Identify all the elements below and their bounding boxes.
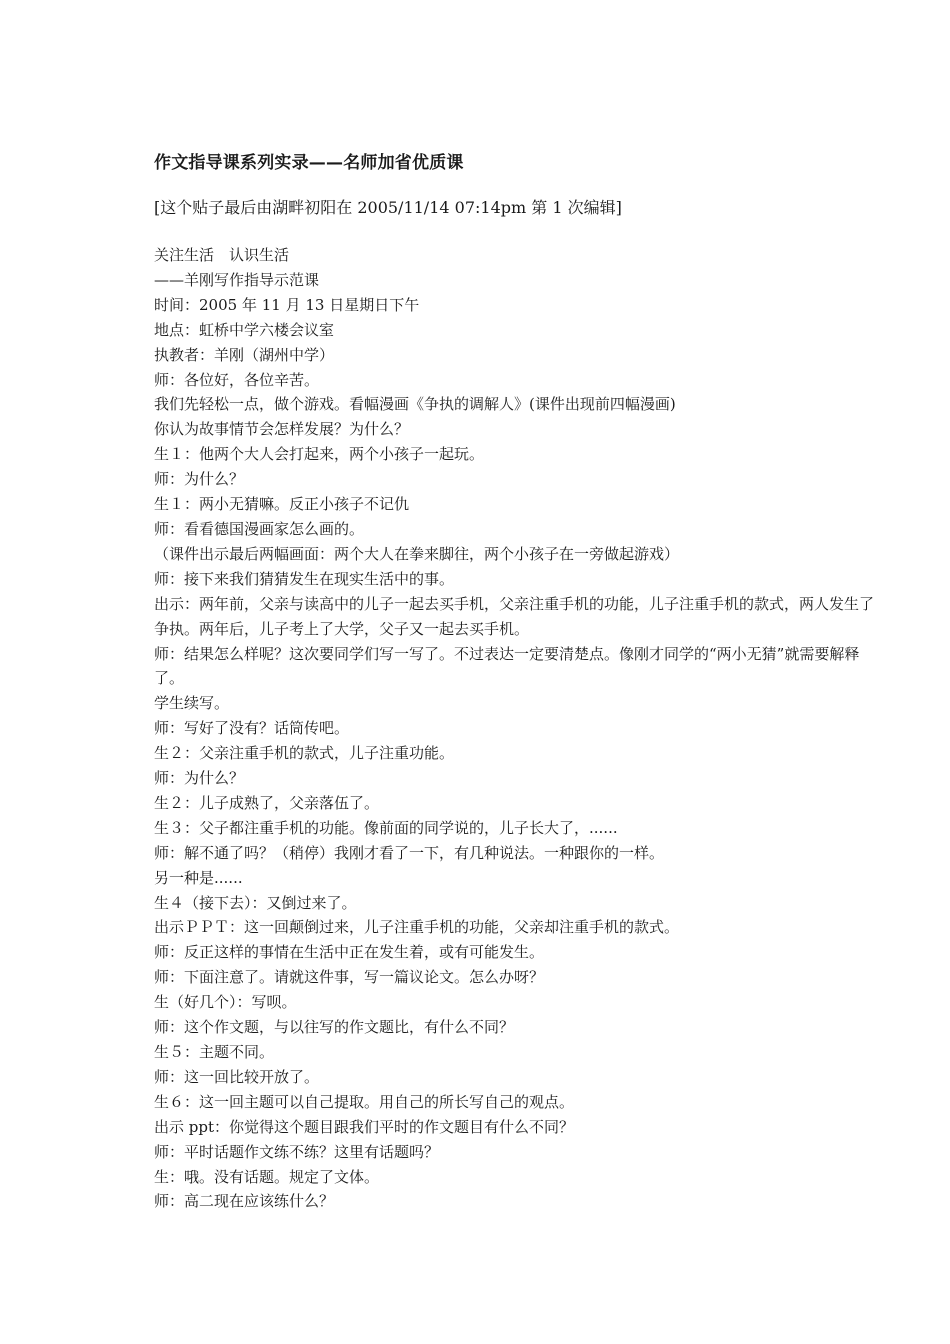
transcript-line: 生２：父亲注重手机的款式，儿子注重功能。: [154, 744, 455, 763]
transcript-line: 生１：两小无猜嘛。反正小孩子不记仇: [154, 495, 410, 514]
transcript-line: 地点：虹桥中学六楼会议室: [154, 320, 335, 339]
transcript-line: 生５：主题不同。: [154, 1043, 275, 1061]
transcript-line: 关注生活 认识生活: [154, 246, 290, 264]
transcript-line: 我们先轻松一点，做个游戏。看幅漫画《争执的调解人》(课件出现前四幅漫画): [154, 395, 676, 414]
transcript-line: 师：解不通了吗？（稍停）我刚才看了一下，有几种说法。一种跟你的一样。: [154, 843, 665, 862]
transcript-line: 师：为什么？: [154, 470, 245, 489]
transcript-line: 生３：父子都注重手机的功能。像前面的同学说的，儿子长大了，......: [154, 818, 618, 837]
transcript-line: （课件出示最后两幅画面：两个大人在拳来脚往，两个小孩子在一旁做起游戏）: [154, 544, 680, 563]
transcript-line: 师：反正这样的事情在生活中正在发生着，或有可能发生。: [154, 943, 545, 962]
transcript-line: 另一种是......: [154, 868, 243, 887]
transcript-line: 你认为故事情节会怎样发展？为什么？: [154, 420, 410, 439]
transcript-line: 生４（接下去）：又倒过来了。: [154, 893, 357, 912]
transcript-line: 师：结果怎么样呢？这次要同学们写一写了。不过表达一定要清楚点。像刚才同学的“两小无猜”就需要解释了。: [154, 644, 860, 688]
transcript-line: 时间：2005 年 11 月 13 日星期日下午: [154, 295, 420, 314]
transcript-line: 生１：他两个大人会打起来，两个小孩子一起玩。: [154, 445, 485, 464]
transcript-line: 师：看看德国漫画家怎么画的。: [154, 519, 365, 538]
transcript-body: [154, 243, 880, 1214]
transcript-line: 师：接下来我们猜猜发生在现实生活中的事。: [154, 569, 455, 588]
transcript-line: 师：各位好，各位辛苦。: [154, 370, 320, 389]
transcript-line: 师：这一回比较开放了。: [154, 1067, 320, 1086]
transcript-line: 师：下面注意了。请就这件事，写一篇议论文。怎么办呀？: [154, 968, 545, 987]
transcript-line: ——羊刚写作指导示范课: [154, 270, 320, 289]
transcript-line: 出示：两年前，父亲与读高中的儿子一起去买手机，父亲注重手机的功能，儿子注重手机的款式，两人发生了争执。两年后，儿子考上了大学，父子又一起去买手机。: [154, 594, 875, 638]
transcript-line: 师：高二现在应该练什么？: [154, 1192, 335, 1211]
transcript-line: 师：平时话题作文练不练？这里有话题吗？: [154, 1142, 440, 1161]
transcript-line: 师：这个作文题，与以往写的作文题比，有什么不同？: [154, 1018, 515, 1037]
transcript-line: 生２：儿子成熟了，父亲落伍了。: [154, 793, 380, 812]
transcript-line: 生：哦。没有话题。规定了文体。: [154, 1167, 380, 1186]
transcript-line: 师：为什么？: [154, 769, 245, 788]
transcript-line: 出示 ppt：你觉得这个题目跟我们平时的作文题目有什么不同？: [154, 1117, 575, 1136]
transcript-line: 出示ＰＰＴ：这一回颠倒过来，儿子注重手机的功能，父亲却注重手机的款式。: [154, 918, 680, 937]
document-title: 作文指导课系列实录——名师加省优质课: [154, 153, 464, 173]
edit-note: [这个贴子最后由湖畔初阳在 2005/11/14 07:14pm 第 1 次编辑]: [154, 198, 622, 217]
transcript-line: 生６：这一回主题可以自己提取。用自己的所长写自己的观点。: [154, 1092, 575, 1111]
transcript-line: 生（好几个）：写呗。: [154, 993, 297, 1012]
transcript-line: 执教者：羊刚（湖州中学）: [154, 345, 335, 364]
transcript-line: 师：写好了没有？话筒传吧。: [154, 719, 350, 738]
transcript-line: 学生续写。: [154, 694, 230, 713]
